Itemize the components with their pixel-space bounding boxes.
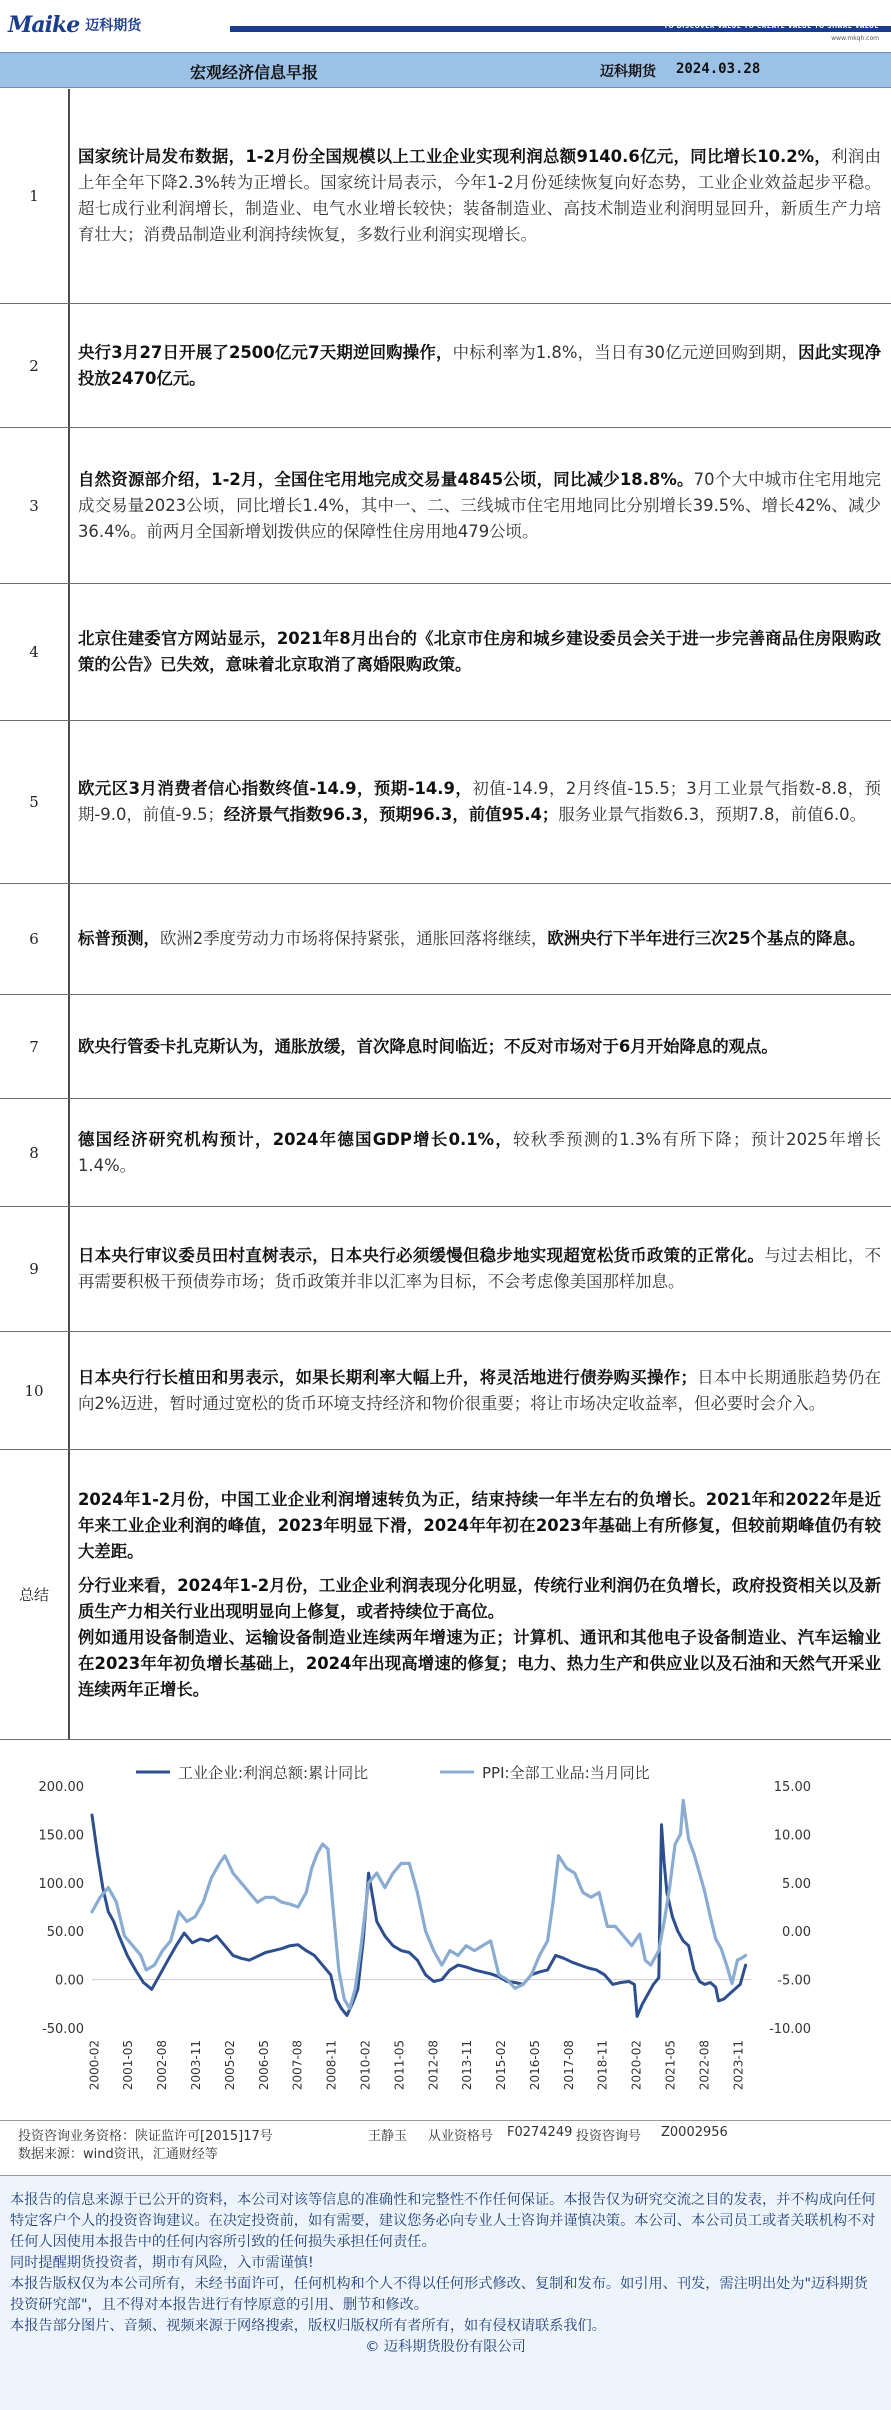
news-bold-segment: 国家统计局发布数据，1-2月份全国规模以上工业企业实现利润总额9140.6亿元，同比增长10.2%， [78, 147, 832, 166]
summary-paragraph: 2024年1-2月份，中国工业企业利润增速转负为正，结束持续一年半左右的负增长。2021年和2022年是近年来工业企业利润的峰值，2023年明显下滑，2024年年初在2023年基础上有所修复，但较前期峰值仍有较大差距。 [78, 1489, 881, 1561]
x-tick-label: 2007-08 [290, 2040, 305, 2091]
y-left-tick-label: 0.00 [55, 1973, 84, 1989]
summary-label: 总结 [0, 1450, 70, 1739]
analyst-name: 王静玉 [368, 2129, 408, 2144]
news-bold-segment: 日本央行行长植田和男表示，如果长期利率大幅上升，将灵活地进行债券购买操作； [78, 1367, 697, 1387]
y-right-tick-label: 10.00 [773, 1828, 811, 1844]
risk-warning: 同时提醒期货投资者，期市有风险，入市需谨慎! [10, 2255, 314, 2271]
news-number: 5 [0, 721, 70, 883]
news-text [70, 304, 891, 427]
report-date: 2024.03.28 [676, 61, 761, 77]
y-left-tick-label: 50.00 [46, 1925, 84, 1941]
news-bold-segment: 欧元区3月消费者信心指数终值-14.9，预期-14.9， [78, 779, 473, 798]
news-segment: 70个大中城市住宅用地完成交易量2023公顷，同比增长1.4%，其中一、二、三线城市住宅用地同比分别增长39.5%、增长42%、减少36.4%。前两月全国新增划拨供应的保障性住房用地479公顷。 [78, 469, 882, 541]
news-text [70, 995, 891, 1098]
x-tick-label: 2006-05 [256, 2040, 271, 2091]
x-tick-label: 2021-05 [663, 2040, 678, 2091]
x-tick-label: 2018-11 [595, 2040, 610, 2091]
news-segment: 日本中长期通胀趋势仍在向2%迈进，暂时通过宽松的货币环境支持经济和物价很重要；将让市场决定收益率，但必要时会介入。 [78, 1367, 882, 1413]
header-slogan: TO DISCOVER VALUE TO CREATE VALUE TO SHARE VALUE [663, 23, 879, 30]
news-row [0, 584, 891, 721]
summary-paragraph: 分行业来看，2024年1-2月份，工业企业利润表现分化明显，传统行业利润仍在负增长，政府投资相关以及新质生产力相关行业出现明显向上修复，或者持续位于高位。 例如通用设备制造业、运输设备制造业连续两年增速为正；计算机、通讯和其他电子设备制造业、汽车运输业在2023年年初负增长基础上，2024年出现高增速的修复；电力、热力生产和供应业以及石油和天然气开采业连续两年正增长。 [78, 1575, 881, 1699]
invest-number: Z0002956 [661, 2125, 728, 2140]
x-tick-label: 2023-11 [731, 2040, 746, 2091]
y-right-tick-label: 0.00 [782, 1925, 811, 1941]
news-segment: 欧洲2季度劳动力市场将保持紧张，通胀回落将继续， [159, 929, 548, 948]
news-bold-segment: 经济景气指数96.3，预期96.3，前值95.4； [223, 805, 559, 824]
news-number: 3 [0, 428, 70, 583]
logo-chinese-text: 迈科期货 [85, 18, 142, 34]
news-bold-segment: 因此实现净投放2470亿元。 [78, 342, 882, 388]
y-right-tick-label: 5.00 [782, 1876, 811, 1892]
news-row [0, 1099, 891, 1207]
header-website: www.mkqh.com [831, 35, 879, 42]
news-number: 1 [0, 89, 70, 303]
news-segment: 与过去相比，不再需要积极干预债券市场；货币政策并非以汇率为目标，不会考虑像美国那样加息。 [78, 1246, 882, 1291]
news-text [70, 1099, 891, 1206]
media-notice: 本报告部分图片、音频、视频来源于网络搜索，版权归版权所有者所有，如有侵权请联系我们。 [10, 2318, 606, 2334]
disclaimer-paragraph: 本报告的信息来源于已公开的资料，本公司对该等信息的准确性和完整性不作任何保证。本报告仅为研究交流之目的发表，并不构成向任何特定客户个人的投资咨询建议。在决定投资前，如有需要，建议您务必向专业人士咨询并谨慎决策。本公司、本公司员工或者关联机构不对任何人因使用本报告中的任何内容所引致的任何损失承担任何责任。 [10, 2192, 876, 2250]
news-bold-segment: 日本央行审议委员田村直树表示，日本央行必须缓慢但稳步地实现超宽松货币政策的正常化。 [78, 1246, 765, 1265]
news-bold-segment: 自然资源部介绍，1-2月，全国住宅用地完成交易量4845公顷，同比减少18.8%。 [78, 469, 694, 489]
news-text [70, 1332, 891, 1449]
page-header [0, 0, 891, 52]
chart-svg [0, 1752, 891, 2110]
news-segment: 服务业景气指数6.3，预期7.8，前值6.0。 [558, 805, 866, 824]
y-right-tick-label: 15.00 [773, 1780, 811, 1795]
x-tick-label: 2022-08 [697, 2040, 712, 2091]
x-tick-label: 2015-02 [494, 2040, 509, 2091]
data-source: 数据来源：wind资讯，汇通财经等 [18, 2147, 218, 2162]
x-tick-label: 2012-08 [426, 2040, 441, 2091]
news-row [0, 884, 891, 995]
news-segment: 中标利率为1.8%，当日有30亿元逆回购到期， [452, 342, 799, 362]
news-row [0, 995, 891, 1099]
copyright-owner: © 迈科期货股份有限公司 [365, 2339, 526, 2355]
news-number: 10 [0, 1332, 70, 1449]
news-row [0, 89, 891, 304]
news-number: 9 [0, 1207, 70, 1331]
news-segment: 较秋季预测的1.3%有所下降；预计2025年增长1.4%。 [78, 1129, 881, 1175]
news-bold-segment: 标普预测， [78, 929, 160, 948]
y-left-tick-label: 200.00 [38, 1780, 84, 1795]
news-row [0, 1332, 891, 1450]
cert-number: F0274249 [507, 2125, 573, 2140]
news-text [70, 89, 891, 303]
legend-label: 工业企业:利润总额:累计同比 [178, 1764, 369, 1782]
x-tick-label: 2003-11 [188, 2040, 203, 2091]
x-tick-label: 2005-02 [222, 2040, 237, 2091]
news-segment: 初值-14.9，2月终值-15.5；3月工业景气指数-8.8，预期-9.0，前值-9.5； [78, 779, 882, 824]
y-left-tick-label: 150.00 [38, 1828, 84, 1844]
x-tick-label: 2016-05 [527, 2040, 542, 2091]
logo-latin-text: Maike [8, 12, 80, 38]
x-tick-label: 2008-11 [324, 2040, 339, 2091]
news-row [0, 721, 891, 884]
news-segment: 利润由上年全年下降2.3%转为正增长。国家统计局表示，今年1-2月份延续恢复向好态势，工业企业效益起步平稳。超七成行业利润增长，制造业、电气水业增长较快；装备制造业、高技术制造业利润明显回升，新质生产力培育壮大；消费品制造业利润持续恢复，多数行业利润实现增长。 [78, 147, 881, 244]
license-text: 投资咨询业务资格：陕证监许可[2015]17号 [18, 2129, 273, 2144]
y-left-tick-label: 100.00 [38, 1876, 84, 1892]
cert-label: 从业资格号 [428, 2129, 494, 2144]
y-left-tick-label: -50.00 [42, 2022, 84, 2037]
news-bold-segment: 欧央行管委卡扎克斯认为，通胀放缓，首次降息时间临近；不反对市场对于6月开始降息的观点。 [78, 1036, 778, 1056]
news-bold-segment: 央行3月27日开展了2500亿元7天期逆回购操作， [78, 342, 453, 362]
y-right-tick-label: -5.00 [777, 1973, 811, 1989]
news-row [0, 428, 891, 584]
x-tick-label: 2011-05 [392, 2040, 407, 2091]
news-bold-segment: 欧洲央行下半年进行三次25个基点的降息。 [547, 929, 866, 948]
news-text [70, 721, 891, 883]
news-bold-segment: 德国经济研究机构预计，2024年德国GDP增长0.1%， [78, 1129, 514, 1149]
news-bold-segment: 北京住建委官方网站显示，2021年8月出台的《北京市住房和城乡建设委员会关于进一步完善商品住房限购政策的公告》已失效，意味着北京取消了离婚限购政策。 [78, 629, 881, 674]
report-title-row [0, 52, 891, 88]
copyright-paragraph: 本报告版权仅为本公司所有，未经书面许可，任何机构和个人不得以任何形式修改、复制和发布。如引用、刊发，需注明出处为"迈科期货投资研究部"，且不得对本报告进行有悖原意的引用、删节和修改。 [10, 2276, 868, 2313]
x-tick-label: 2001-05 [121, 2040, 136, 2091]
summary-row [0, 1450, 891, 1740]
news-table [0, 89, 891, 1740]
invest-label: 投资咨询号 [576, 2129, 642, 2144]
news-number: 7 [0, 995, 70, 1098]
x-tick-label: 2020-02 [629, 2040, 644, 2091]
news-number: 4 [0, 584, 70, 720]
footer-info [0, 2120, 891, 2162]
report-title: 宏观经济信息早报 [190, 63, 319, 82]
news-number: 6 [0, 884, 70, 994]
report-company: 迈科期货 [600, 64, 656, 80]
news-row [0, 304, 891, 428]
disclaimer [0, 2175, 891, 2410]
x-tick-label: 2002-08 [155, 2040, 170, 2091]
news-text [70, 584, 891, 720]
news-text [70, 1207, 891, 1331]
news-text [70, 884, 891, 994]
series-line-1 [92, 1815, 746, 2016]
summary-text [70, 1450, 891, 1739]
profit-ppi-chart [0, 1752, 891, 2110]
series-line-2 [92, 1801, 746, 2009]
news-number: 2 [0, 304, 70, 427]
x-tick-label: 2013-11 [460, 2040, 475, 2091]
company-logo [8, 12, 141, 38]
x-tick-label: 2010-02 [358, 2040, 373, 2091]
x-tick-label: 2017-08 [561, 2040, 576, 2091]
legend-label: PPI:全部工业品:当月同比 [482, 1764, 650, 1782]
news-text [70, 428, 891, 583]
news-row [0, 1207, 891, 1332]
news-number: 8 [0, 1099, 70, 1206]
y-right-tick-label: -10.00 [769, 2022, 811, 2037]
x-tick-label: 2000-02 [87, 2040, 102, 2091]
